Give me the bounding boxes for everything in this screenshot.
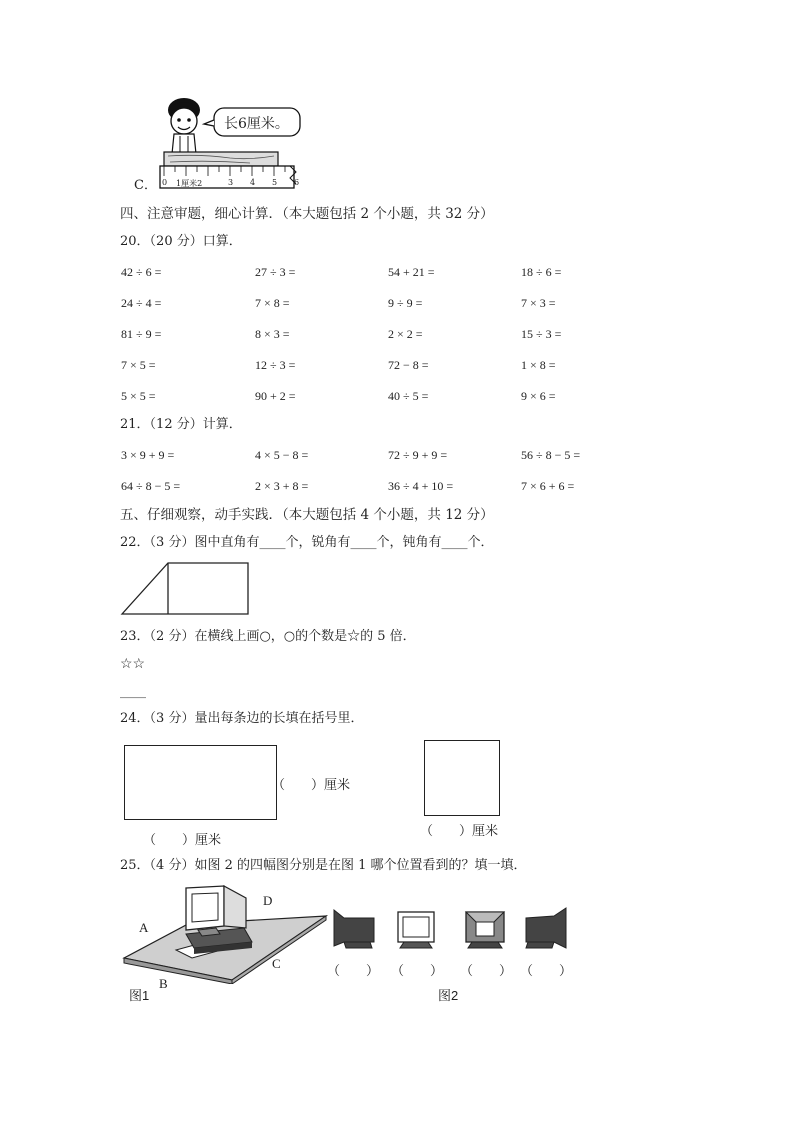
q24-rect-bottom-label[interactable]: （ ）厘米: [143, 832, 222, 847]
calc-problem: 36 ÷ 4 + 10 =: [388, 479, 454, 493]
oral-problem: 9 × 6 =: [521, 389, 556, 403]
calc-problem: 64 ÷ 8 − 5 =: [121, 479, 181, 493]
q24-title: 24．（3 分）量出每条边的长填在括号里．: [120, 711, 364, 726]
oral-problem: 40 ÷ 5 =: [388, 389, 429, 403]
oral-problem: 24 ÷ 4 =: [121, 296, 162, 310]
oral-problem: 12 ÷ 3 =: [255, 358, 296, 372]
view-answer-paren[interactable]: （ ）: [327, 963, 380, 978]
calc-problem: 4 × 5 − 8 =: [255, 448, 309, 462]
oral-problem: 7 × 3 =: [521, 296, 556, 310]
oral-problem: 72 − 8 =: [388, 358, 429, 372]
ruler-tick-label: 3: [228, 178, 234, 187]
oral-problem: 7 × 8 =: [255, 296, 290, 310]
oral-problem: 90 + 2 =: [255, 389, 296, 403]
q24-square-label[interactable]: （ ）厘米: [420, 823, 499, 838]
view-front-icon: [398, 912, 434, 948]
calc-problem: 7 × 6 + 6 =: [521, 479, 575, 493]
q24-rectangle: [124, 745, 277, 820]
oral-problem: 7 × 5 =: [121, 358, 156, 372]
position-label-a: A: [139, 920, 149, 935]
ruler-tick-label: 5: [272, 178, 278, 187]
option-c-illustration: [130, 96, 310, 192]
position-label-c: C: [272, 956, 281, 971]
oral-problem: 15 ÷ 3 =: [521, 327, 562, 341]
view-side-left-icon: [334, 910, 374, 948]
q25-title: 25．（4 分）如图 2 的四幅图分别是在图 1 哪个位置看到的？填一填．: [120, 858, 527, 873]
oral-problem: 18 ÷ 6 =: [521, 265, 562, 279]
oral-problem: 42 ÷ 6 =: [121, 265, 162, 279]
view-answer-paren[interactable]: （ ）: [460, 963, 513, 978]
figure1-caption: 图1: [129, 988, 150, 1003]
ruler-tick-label: 4: [250, 178, 256, 187]
figure2-caption: 图2: [438, 988, 459, 1003]
calc-problem: 72 ÷ 9 + 9 =: [388, 448, 448, 462]
oral-problem: 1 × 8 =: [521, 358, 556, 372]
q22-title: 22．（3 分）图中直角有____个，锐角有____个，钝角有____个．: [120, 535, 494, 550]
oral-problem: 5 × 5 =: [121, 389, 156, 403]
q24-square: [424, 740, 500, 816]
q25-figure2-views: [330, 906, 572, 954]
q23-answer-line[interactable]: ____: [120, 684, 146, 699]
calc-problem: 2 × 3 + 8 =: [255, 479, 309, 493]
q22-trapezoid-figure: [120, 561, 252, 617]
oral-problem: 54 + 21 =: [388, 265, 435, 279]
calc-problem: 56 ÷ 8 − 5 =: [521, 448, 581, 462]
q20-title: 20．（20 分）口算．: [120, 234, 242, 249]
oral-problem: 2 × 2 =: [388, 327, 423, 341]
oral-problem: 81 ÷ 9 =: [121, 327, 162, 341]
ruler-tick-label: 6: [294, 178, 300, 187]
view-answer-paren[interactable]: （ ）: [520, 963, 573, 978]
view-back-icon: [466, 912, 504, 948]
position-label-b: B: [159, 976, 168, 991]
bubble-text: 长6厘米。: [224, 116, 289, 132]
position-label-d: D: [263, 893, 273, 908]
ruler-tick-label: 0: [162, 178, 168, 187]
view-side-right-icon: [526, 908, 566, 948]
q25-figure1-computer: [120, 884, 330, 984]
q21-title: 21．（12 分）计算．: [120, 417, 242, 432]
oral-problem: 8 × 3 =: [255, 327, 290, 341]
oral-problem: 27 ÷ 3 =: [255, 265, 296, 279]
oral-problem: 9 ÷ 9 =: [388, 296, 423, 310]
q24-rect-side-label[interactable]: （ ）厘米: [272, 777, 351, 792]
ruler-tick-label: 1厘米2: [176, 179, 203, 188]
q23-title: 23．（2 分）在横线上画○，○的个数是☆的 5 倍．: [120, 629, 416, 644]
view-answer-paren[interactable]: （ ）: [391, 963, 444, 978]
option-c-label: C．: [134, 178, 157, 193]
q23-stars: ☆☆: [120, 656, 146, 672]
section4-heading: 四、注意审题，细心计算．（本大题包括 2 个小题，共 32 分）: [120, 206, 494, 222]
ruler-tick-labels: [160, 178, 300, 188]
section5-heading: 五、仔细观察，动手实践．（本大题包括 4 个小题，共 12 分）: [120, 507, 494, 523]
calc-problem: 3 × 9 + 9 =: [121, 448, 175, 462]
